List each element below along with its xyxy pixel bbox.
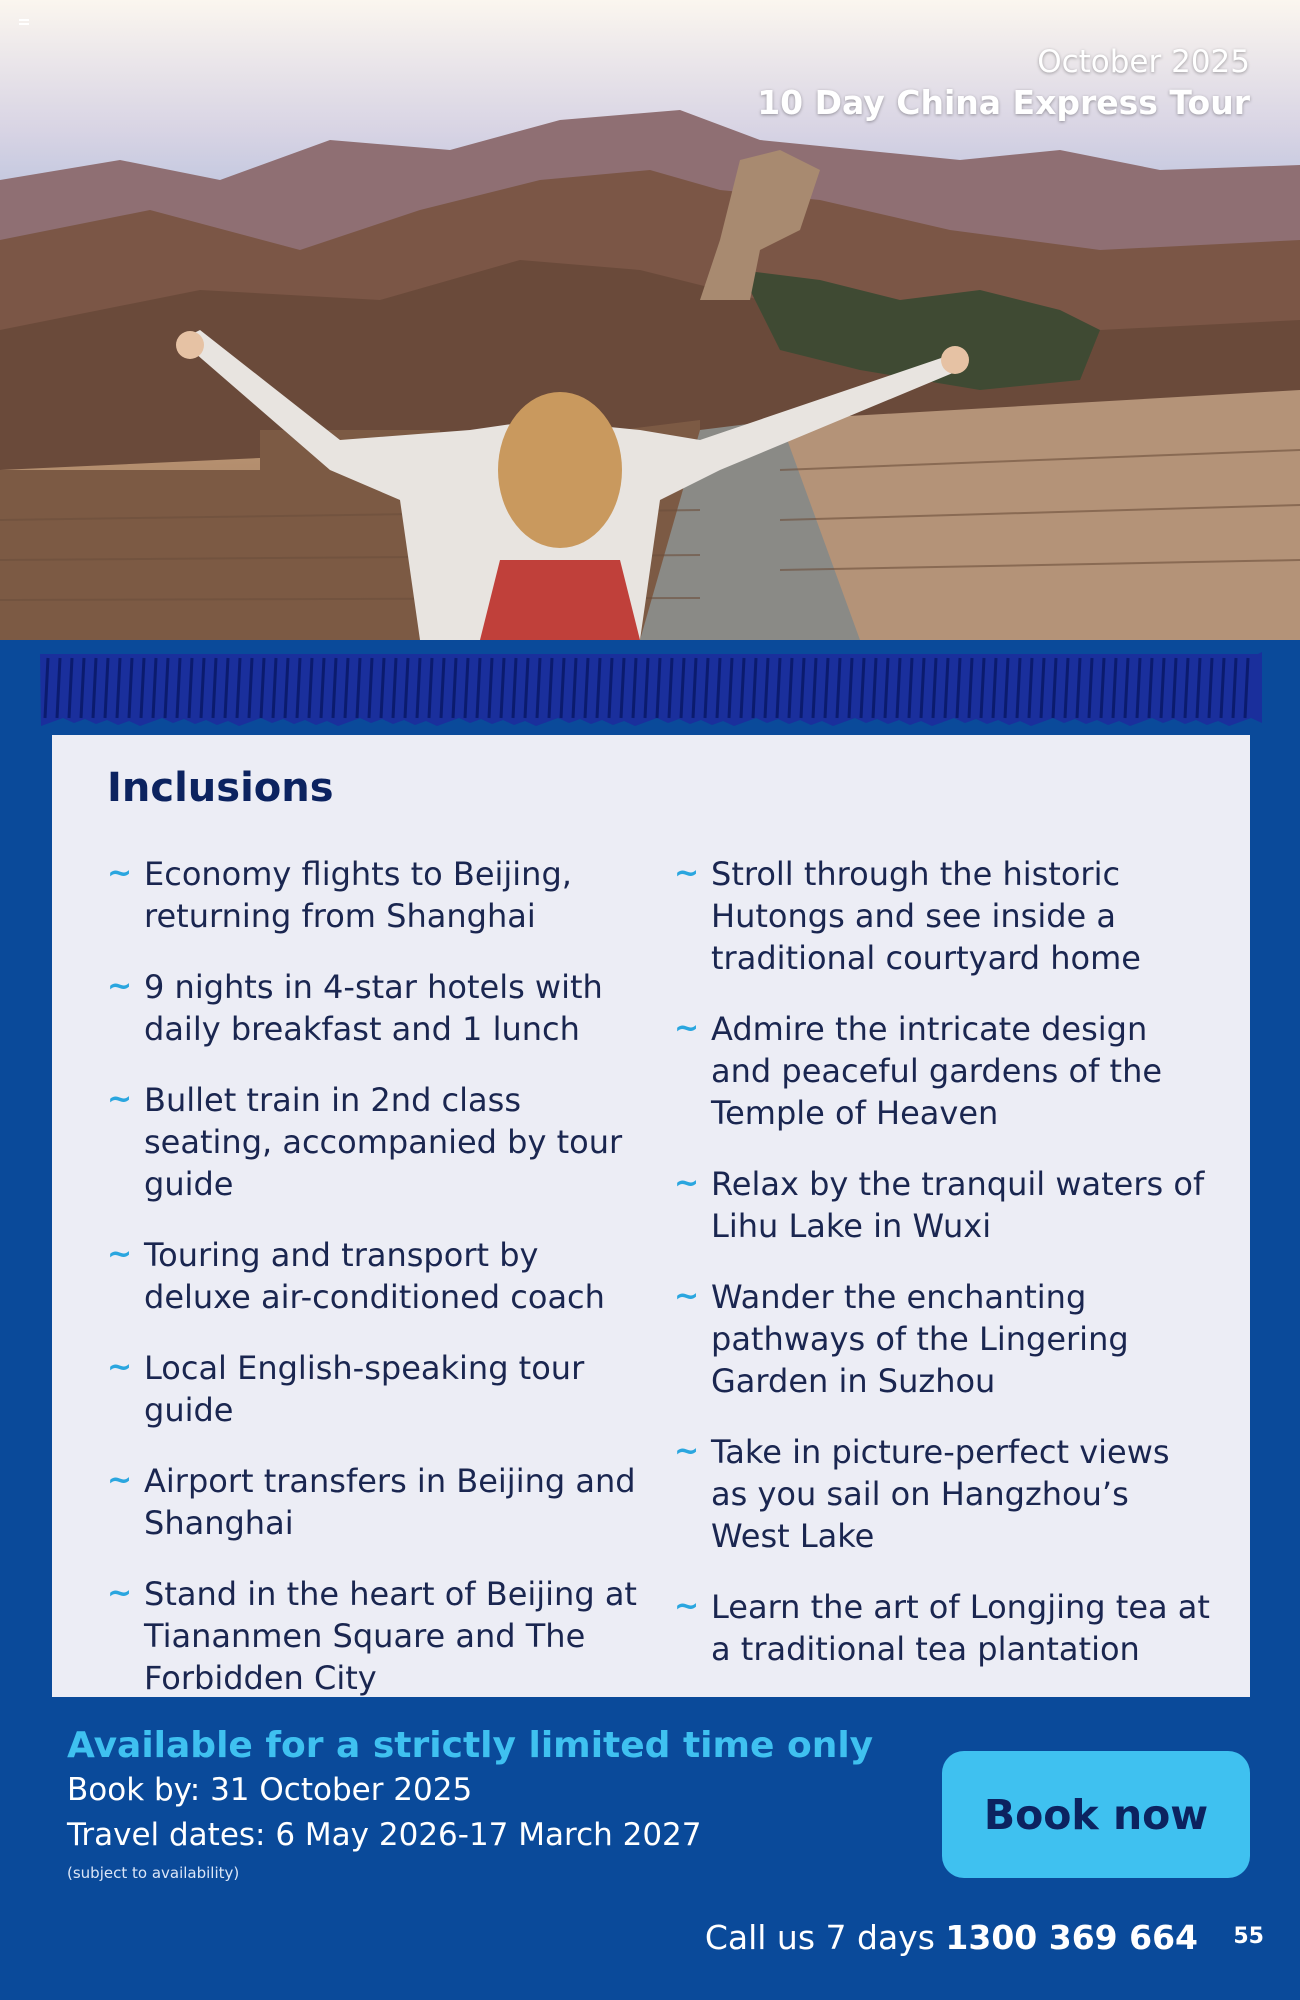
inclusion-text: 9 nights in 4-star hotels with daily breakfast and 1 lunch bbox=[144, 968, 603, 1048]
call-us-text: Call us 7 days bbox=[704, 1918, 946, 1957]
bullet-tilde: ~ bbox=[674, 1166, 700, 1201]
menu-icon[interactable] bbox=[19, 19, 29, 27]
hero-text bbox=[757, 42, 1250, 124]
bullet-tilde: ~ bbox=[674, 856, 700, 891]
inclusion-item bbox=[107, 1573, 637, 1699]
tour-date: October 2025 bbox=[1037, 44, 1250, 80]
inclusion-item bbox=[674, 1008, 1214, 1134]
inclusion-item bbox=[674, 1276, 1214, 1402]
inclusion-text: Learn the art of Longjing tea at a traditional tea plantation bbox=[711, 1588, 1210, 1668]
bullet-tilde: ~ bbox=[674, 1279, 700, 1314]
bullet-tilde: ~ bbox=[107, 1082, 133, 1117]
bullet-tilde: ~ bbox=[107, 1350, 133, 1385]
bullet-tilde: ~ bbox=[107, 856, 133, 891]
bullet-tilde: ~ bbox=[107, 969, 133, 1004]
inclusion-text: Take in picture-perfect views as you sail on Hangzhou’s West Lake bbox=[711, 1433, 1170, 1555]
inclusion-item bbox=[674, 1431, 1214, 1557]
inclusion-item bbox=[107, 1460, 637, 1544]
inclusion-text: Stand in the heart of Beijing at Tiananmen Square and The Forbidden City bbox=[144, 1575, 637, 1697]
inclusions-left-column bbox=[107, 853, 637, 1728]
inclusion-item bbox=[674, 1163, 1214, 1247]
book-now-button[interactable]: Book now bbox=[942, 1751, 1250, 1878]
inclusion-item bbox=[107, 1347, 637, 1431]
bullet-tilde: ~ bbox=[674, 1434, 700, 1469]
inclusion-text: Wander the enchanting pathways of the Lingering Garden in Suzhou bbox=[711, 1278, 1129, 1400]
bullet-tilde: ~ bbox=[107, 1463, 133, 1498]
inclusion-item bbox=[107, 853, 637, 937]
inclusions-title: Inclusions bbox=[107, 765, 334, 811]
curtain-decoration bbox=[0, 640, 1300, 740]
hero-image bbox=[0, 0, 1300, 640]
tour-title: 10 Day China Express Tour bbox=[757, 83, 1250, 122]
page-number: 55 bbox=[1233, 1924, 1264, 1949]
inclusion-text: Stroll through the historic Hutongs and see inside a traditional courtyard home bbox=[711, 855, 1141, 977]
bullet-tilde: ~ bbox=[107, 1237, 133, 1272]
inclusion-text: Admire the intricate design and peaceful gardens of the Temple of Heaven bbox=[711, 1010, 1163, 1132]
bullet-tilde: ~ bbox=[107, 1576, 133, 1611]
inclusion-text: Touring and transport by deluxe air-conditioned coach bbox=[144, 1236, 605, 1316]
inclusion-text: Economy flights to Beijing, returning from Shanghai bbox=[144, 855, 572, 935]
inclusion-item bbox=[107, 966, 637, 1050]
call-us-line bbox=[705, 1918, 1198, 1957]
inclusions-panel bbox=[52, 735, 1250, 1697]
inclusion-item bbox=[674, 853, 1214, 979]
availability-note: (subject to availability) bbox=[67, 1864, 240, 1882]
phone-number[interactable]: 1300 369 664 bbox=[945, 1918, 1198, 1957]
inclusion-item bbox=[674, 1586, 1214, 1670]
inclusion-text: Relax by the tranquil waters of Lihu Lake in Wuxi bbox=[711, 1165, 1205, 1245]
offer-headline: Available for a strictly limited time only bbox=[67, 1725, 874, 1766]
book-by-date: Book by: 31 October 2025 bbox=[67, 1772, 473, 1808]
travel-dates: Travel dates: 6 May 2026-17 March 2027 bbox=[67, 1817, 702, 1853]
inclusion-item bbox=[107, 1234, 637, 1318]
bullet-tilde: ~ bbox=[674, 1011, 700, 1046]
inclusion-text: Airport transfers in Beijing and Shanghai bbox=[144, 1462, 636, 1542]
inclusion-text: Bullet train in 2nd class seating, accompanied by tour guide bbox=[144, 1081, 623, 1203]
inclusion-text: Local English-speaking tour guide bbox=[144, 1349, 585, 1429]
inclusions-right-column bbox=[674, 853, 1214, 1699]
bullet-tilde: ~ bbox=[674, 1589, 700, 1624]
inclusion-item bbox=[107, 1079, 637, 1205]
